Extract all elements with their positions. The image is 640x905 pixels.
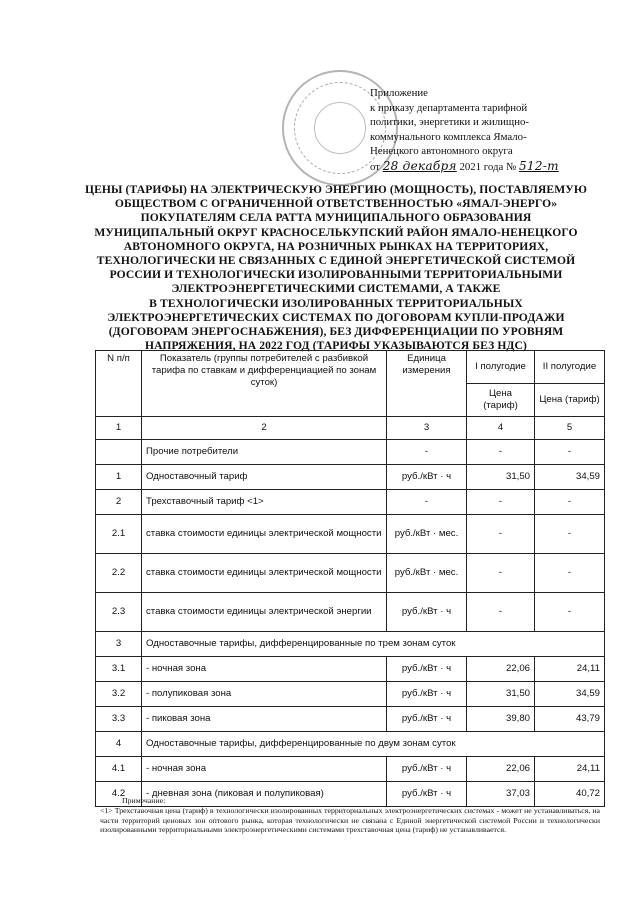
column-number: 2 [142,417,387,440]
row-price-1: 22,06 [467,657,535,682]
row-indicator: ставка стоимости единицы электрической энергии [142,593,387,632]
table-row [96,707,605,732]
row-price-1: 31,50 [467,682,535,707]
section-title: Одноставочные тарифы, дифференцированные по трем зонам суток [142,632,605,657]
approval-line: коммунального комплекса Ямало- [370,130,527,143]
table-row [96,757,605,782]
row-price-2: 24,11 [535,657,605,682]
row-number: 4 [96,732,142,757]
row-indicator: Одноставочный тариф [142,465,387,490]
row-number: 2 [96,490,142,515]
header-indicator: Показатель (группы потребителей с разбивкой тарифа по ставкам и дифференциацией по зонам суток) [142,351,387,417]
table-row [96,657,605,682]
row-number: 3 [96,632,142,657]
table-row [96,682,605,707]
row-unit: руб./кВт · ч [387,782,467,807]
column-number: 5 [535,417,605,440]
row-indicator: ставка стоимости единицы электрической мощности [142,515,387,554]
row-number: 1 [96,465,142,490]
row-indicator: - полупиковая зона [142,682,387,707]
row-number: 4.1 [96,757,142,782]
approval-line: Приложение [370,87,428,99]
approval-line: к приказу департамента тарифной [370,101,528,114]
row-number [96,440,142,465]
approval-line: Ненецкого автономного округа [370,145,513,158]
row-price-2: 34,59 [535,465,605,490]
row-price-1: - [467,554,535,593]
title-line: ОБЩЕСТВОМ С ОГРАНИЧЕННОЙ ОТВЕТСТВЕННОСТЬЮ «ЯМАЛ-ЭНЕРГО» [114,197,558,211]
title-line: ТЕХНОЛОГИЧЕСКИ НЕ СВЯЗАННЫХ С ЕДИНОЙ ЭНЕРГЕТИЧЕСКОЙ СИСТЕМОЙ [96,254,576,268]
document-title [74,183,598,353]
title-line: ЭЛЕКТРОЭНЕРГЕТИЧЕСКИМИ СИСТЕМАМИ, А ТАКЖЕ [171,282,501,296]
footnote-text: <1> Трехставочная цена (тариф) в технологически изолированных территориальных электроэнергетических системах - может не устанавливаться, на части территорий ценовых зон оптового рынка, которая технологически не связана с Единой энергетической системой России и технологически изолированными территориальными электроэнергетическими системами трехставочная цена (тариф) не устанавливается. [100,805,600,835]
row-number: 2.2 [96,554,142,593]
table-section-row [96,632,605,657]
row-number: 2.1 [96,515,142,554]
title-line: ПОКУПАТЕЛЯМ СЕЛА РАТТА МУНИЦИПАЛЬНОГО ОБРАЗОВАНИЯ [140,211,532,225]
row-unit: руб./кВт · ч [387,707,467,732]
title-line: В ТЕХНОЛОГИЧЕСКИ ИЗОЛИРОВАННЫХ ТЕРРИТОРИАЛЬНЫХ [149,296,523,310]
row-price-2: 40,72 [535,782,605,807]
row-unit: руб./кВт · ч [387,757,467,782]
footnote [100,796,600,835]
table-row [96,490,605,515]
table-row [96,593,605,632]
row-number: 2.3 [96,593,142,632]
table-row [96,554,605,593]
title-line: МУНИЦИПАЛЬНЫЙ ОКРУГ КРАСНОСЕЛЬКУПСКИЙ РАЙОН ЯМАЛО-НЕНЕЦКОГО [94,225,578,239]
row-unit: руб./кВт · ч [387,465,467,490]
row-price-1: 22,06 [467,757,535,782]
row-number: 4.2 [96,782,142,807]
row-number: 3.3 [96,707,142,732]
row-price-2: - [535,554,605,593]
seal-core [314,102,366,154]
row-unit: руб./кВт · мес. [387,554,467,593]
row-price-1: - [467,490,535,515]
table-row [96,465,605,490]
row-number: 3.2 [96,682,142,707]
header-price-2: Цена (тариф) [535,384,605,417]
table-row [96,515,605,554]
title-line: АВТОНОМНОГО ОКРУГА, НА РОЗНИЧНЫХ РЫНКАХ НА ТЕРРИТОРИЯХ, [123,239,549,253]
column-number: 3 [387,417,467,440]
title-line: РОССИИ И ТЕХНОЛОГИЧЕСКИ ИЗОЛИРОВАННЫМИ ТЕРРИТОРИАЛЬНЫМИ [109,268,563,282]
handwritten-order-number: 512-т [518,158,559,173]
row-indicator: - ночная зона [142,757,387,782]
section-title: Одноставочные тарифы, дифференцированные по двум зонам суток [142,732,605,757]
table-section-row [96,732,605,757]
row-indicator: ставка стоимости единицы электрической мощности [142,554,387,593]
footnote-heading: Примечание: [122,796,166,805]
title-line: НАПРЯЖЕНИЯ, НА 2022 ГОД (ТАРИФЫ УКАЗЫВАЮТСЯ БЕЗ НДС) [145,339,527,353]
row-unit: руб./кВт · ч [387,682,467,707]
row-unit: - [387,440,467,465]
row-indicator: - ночная зона [142,657,387,682]
row-price-2: - [535,440,605,465]
row-price-1: 39,80 [467,707,535,732]
header-number: N п/п [96,351,142,417]
approval-block [370,86,620,175]
table-header-row [96,351,605,384]
row-number: 3.1 [96,657,142,682]
column-number: 1 [96,417,142,440]
row-indicator: - дневная зона (пиковая и полупиковая) [142,782,387,807]
header-half-1: I полугодие [467,351,535,384]
approval-line: политики, энергетики и жилищно- [370,116,529,129]
row-unit: - [387,490,467,515]
column-number: 4 [467,417,535,440]
date-year: 2021 года № [459,160,517,173]
row-price-2: - [535,490,605,515]
row-indicator: - пиковая зона [142,707,387,732]
approval-date-line [370,159,620,175]
row-price-2: - [535,515,605,554]
header-unit: Единица измерения [387,351,467,417]
row-unit: руб./кВт · мес. [387,515,467,554]
row-price-1: 31,50 [467,465,535,490]
title-line: ЭЛЕКТРОЭНЕРГЕТИЧЕСКИХ СИСТЕМАХ ПО ДОГОВОРАМ КУПЛИ-ПРОДАЖИ [107,310,565,324]
row-price-2: 43,79 [535,707,605,732]
header-price-1: Цена (тариф) [467,384,535,417]
title-line: (ДОГОВОРАМ ЭНЕРГОСНАБЖЕНИЯ), БЕЗ ДИФФЕРЕНЦИАЦИИ ПО УРОВНЯМ [108,325,564,339]
row-price-2: - [535,593,605,632]
row-price-1: - [467,440,535,465]
tariff-table [95,350,605,807]
date-prefix: от [370,160,380,173]
row-price-1: - [467,593,535,632]
row-price-1: - [467,515,535,554]
title-line: ЦЕНЫ (ТАРИФЫ) НА ЭЛЕКТРИЧЕСКУЮ ЭНЕРГИЮ (МОЩНОСТЬ), ПОСТАВЛЯЕМУЮ [84,183,588,196]
handwritten-date: 28 декабря [382,158,457,173]
row-indicator: Трехставочный тариф <1> [142,490,387,515]
row-unit: руб./кВт · ч [387,593,467,632]
row-unit: руб./кВт · ч [387,657,467,682]
row-indicator: Прочие потребители [142,440,387,465]
table-row [96,440,605,465]
column-number-row [96,417,605,440]
header-half-2: II полугодие [535,351,605,384]
row-price-1: 37,03 [467,782,535,807]
row-price-2: 24,11 [535,757,605,782]
row-price-2: 34,59 [535,682,605,707]
